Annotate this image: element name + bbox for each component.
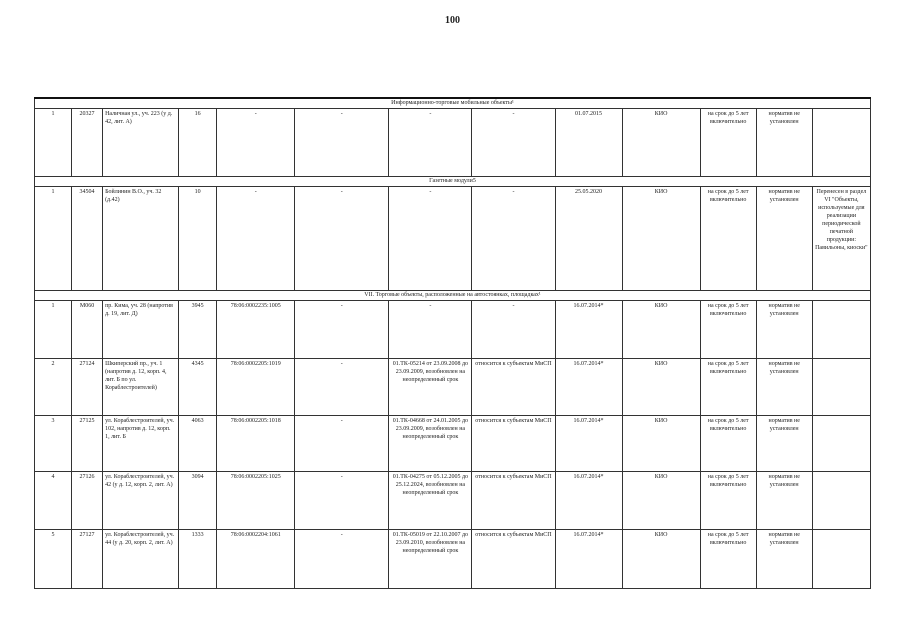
row-number: 5 — [35, 530, 72, 589]
authority: КИО — [622, 187, 700, 291]
norm: норматив не установлен — [756, 416, 812, 472]
norm: норматив не установлен — [756, 109, 812, 177]
area: 1333 — [179, 530, 217, 589]
objects-table — [34, 97, 871, 589]
authority: КИО — [622, 109, 700, 177]
date: 16.07.2014* — [555, 530, 622, 589]
note — [812, 530, 870, 589]
table-row — [35, 301, 871, 359]
section-header: VII. Торговые объекты, расположенные на автостоянках, площадках¹ — [35, 291, 871, 301]
registry-number: 27126 — [72, 472, 103, 530]
term: на срок до 5 лет включительно — [700, 530, 756, 589]
area: 4345 — [179, 359, 217, 416]
note — [812, 301, 870, 359]
section-header-row — [35, 98, 871, 109]
table-row — [35, 187, 871, 291]
registry-number: 20327 — [72, 109, 103, 177]
note — [812, 109, 870, 177]
cell-6: - — [295, 416, 389, 472]
norm: норматив не установлен — [756, 472, 812, 530]
address: Бойлинин В.О., уч. 32 (д.42) — [103, 187, 179, 291]
section-header: Газетные модули5 — [35, 177, 871, 187]
registry-number: М060 — [72, 301, 103, 359]
address: ул. Кораблестроителей, уч. 44 (у д. 20, корп. 2, лит. А) — [103, 530, 179, 589]
table-row — [35, 416, 871, 472]
norm: норматив не установлен — [756, 187, 812, 291]
table-row — [35, 109, 871, 177]
row-number: 1 — [35, 187, 72, 291]
norm: норматив не установлен — [756, 301, 812, 359]
msp-status: - — [472, 301, 555, 359]
row-number: 2 — [35, 359, 72, 416]
registry-number: 34504 — [72, 187, 103, 291]
section-header-row — [35, 291, 871, 301]
address: ул. Кораблестроителей, уч. 102, напротив д. 12, корп. 1, лит. Б — [103, 416, 179, 472]
cadastral-number: 78:06:0002205:1019 — [217, 359, 295, 416]
term: на срок до 5 лет включительно — [700, 301, 756, 359]
contract: 01.ТК-04668 от 24.01.2005 до 23.09.2009, возобновлен на неопределенный срок — [389, 416, 472, 472]
note: Перенесен в раздел VI "Объекты, используемые для реализации периодической печатной продукции: Павильоны, киоски" — [812, 187, 870, 291]
cell-6: - — [295, 359, 389, 416]
norm: норматив не установлен — [756, 359, 812, 416]
section-header-row — [35, 177, 871, 187]
address: ул. Кораблестроителей, уч. 42 (у д. 12, корп. 2, лит. А) — [103, 472, 179, 530]
cell-6: - — [295, 301, 389, 359]
row-number: 4 — [35, 472, 72, 530]
contract: - — [389, 109, 472, 177]
cadastral-number: 78:06:0002235:1005 — [217, 301, 295, 359]
table-row — [35, 530, 871, 589]
cell-6: - — [295, 109, 389, 177]
cadastral-number: 78:06:0002205:1025 — [217, 472, 295, 530]
authority: КИО — [622, 530, 700, 589]
term: на срок до 5 лет включительно — [700, 472, 756, 530]
authority: КИО — [622, 301, 700, 359]
contract: 01.ТК-05019 от 22.10.2007 до 23.09.2010, возобновлен на неопределенный срок — [389, 530, 472, 589]
contract: 01.ТК-05214 от 23.09.2008 до 23.09.2009, возобновлен на неопределенный срок — [389, 359, 472, 416]
authority: КИО — [622, 359, 700, 416]
cadastral-number: - — [217, 187, 295, 291]
address: Наличная ул., уч. 223 (у д. 42, лит. А) — [103, 109, 179, 177]
row-number: 3 — [35, 416, 72, 472]
page-number: 100 — [445, 15, 460, 26]
registry-number: 27124 — [72, 359, 103, 416]
msp-status: относится к субъектам МиСП — [472, 472, 555, 530]
cadastral-number: 78:06:0002204:1061 — [217, 530, 295, 589]
address: Шкиперский пр., уч. 1 (напротив д. 12, корп. 4, лит. Б по ул. Кораблестроителей) — [103, 359, 179, 416]
row-number: 1 — [35, 301, 72, 359]
address: пр. Кима, уч. 28 (напротив д. 19, лит. Д) — [103, 301, 179, 359]
date: 01.07.2015 — [555, 109, 622, 177]
msp-status: - — [472, 187, 555, 291]
contract: - — [389, 301, 472, 359]
note — [812, 359, 870, 416]
term: на срок до 5 лет включительно — [700, 187, 756, 291]
term: на срок до 5 лет включительно — [700, 109, 756, 177]
date: 16.07.2014* — [555, 472, 622, 530]
row-number: 1 — [35, 109, 72, 177]
area: 3945 — [179, 301, 217, 359]
cadastral-number: 78:06:0002205:1018 — [217, 416, 295, 472]
cell-6: - — [295, 472, 389, 530]
msp-status: относится к субъектам МиСП — [472, 530, 555, 589]
area: 16 — [179, 109, 217, 177]
msp-status: - — [472, 109, 555, 177]
registry-number: 27127 — [72, 530, 103, 589]
date: 16.07.2014* — [555, 416, 622, 472]
contract: 01.ТК-04275 от 05.12.2005 до 25.12.2024, возобновлен на неопределенный срок — [389, 472, 472, 530]
table-row — [35, 472, 871, 530]
term: на срок до 5 лет включительно — [700, 359, 756, 416]
authority: КИО — [622, 416, 700, 472]
cadastral-number: - — [217, 109, 295, 177]
contract: - — [389, 187, 472, 291]
cell-6: - — [295, 187, 389, 291]
note — [812, 472, 870, 530]
norm: норматив не установлен — [756, 530, 812, 589]
cell-6: - — [295, 530, 389, 589]
date: 25.05.2020 — [555, 187, 622, 291]
msp-status: относится к субъектам МиСП — [472, 359, 555, 416]
date: 16.07.2014* — [555, 359, 622, 416]
term: на срок до 5 лет включительно — [700, 416, 756, 472]
table-row — [35, 359, 871, 416]
note — [812, 416, 870, 472]
area: 4063 — [179, 416, 217, 472]
area: 10 — [179, 187, 217, 291]
registry-number: 27125 — [72, 416, 103, 472]
authority: КИО — [622, 472, 700, 530]
date: 16.07.2014* — [555, 301, 622, 359]
area: 3094 — [179, 472, 217, 530]
section-header: Информационно-торговые мобильные объекты¹ — [35, 98, 871, 109]
msp-status: относится к субъектам МиСП — [472, 416, 555, 472]
